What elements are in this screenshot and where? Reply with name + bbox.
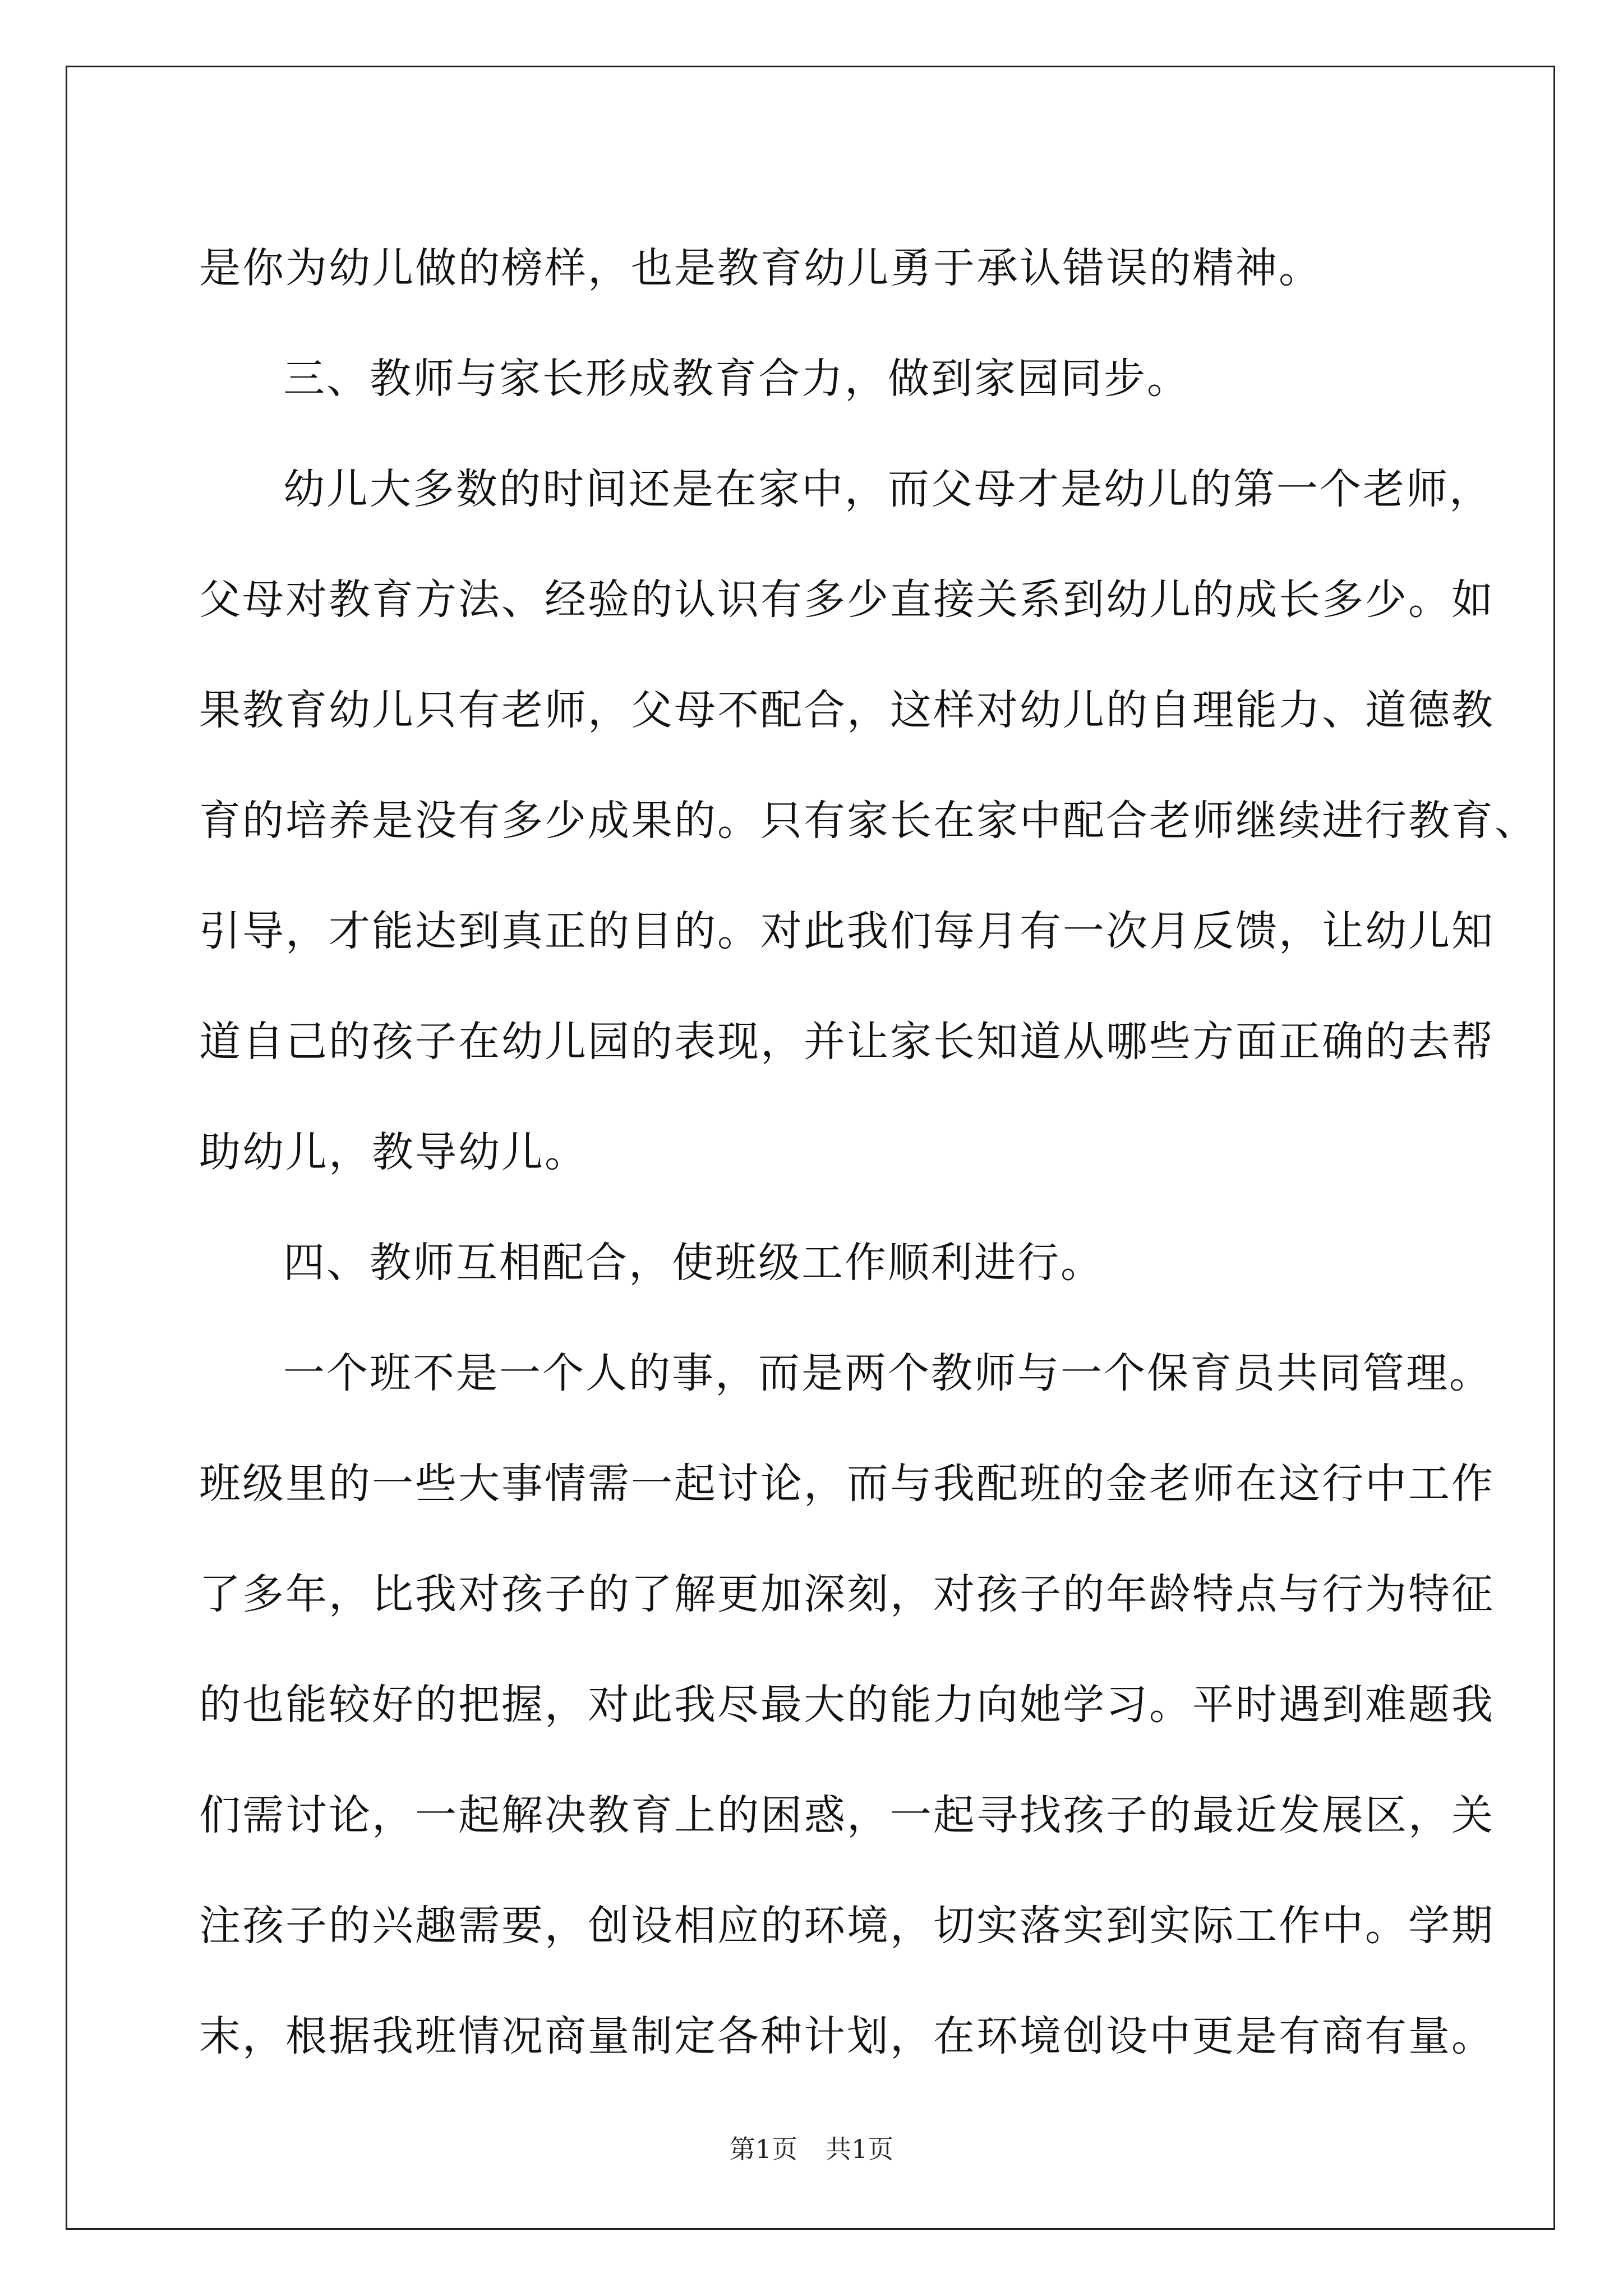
- body-text: [199, 213, 1538, 2092]
- page-number: 第1页: [729, 2134, 797, 2164]
- paragraph-line: 一个班不是一个人的事，而是两个教师与一个保育员共同管理。: [283, 1349, 1492, 1397]
- page-total: 共1页: [826, 2134, 894, 2164]
- paragraph-line: 幼儿大多数的时间还是在家中，而父母才是幼儿的第一个老师，: [283, 465, 1492, 513]
- section-heading-4: 四、教师互相配合，使班级工作顺利进行。: [283, 1239, 1104, 1287]
- page-footer: [0, 2129, 1623, 2166]
- paragraph-line: 引导，才能达到真正的目的。对此我们每月有一次月反馈，让幼儿知: [199, 907, 1495, 955]
- paragraph-line: 道自己的孩子在幼儿园的表现，并让家长知道从哪些方面正确的去帮: [199, 1018, 1495, 1066]
- paragraph-line: 了多年，比我对孩子的了解更加深刻，对孩子的年龄特点与行为特征: [199, 1570, 1495, 1618]
- paragraph-line: 果教育幼儿只有老师，父母不配合，这样对幼儿的自理能力、道德教: [199, 686, 1495, 734]
- paragraph-line: 父母对教育方法、经验的认识有多少直接关系到幼儿的成长多少。如: [199, 576, 1495, 624]
- section-heading-3: 三、教师与家长形成教育合力，做到家园同步。: [283, 355, 1190, 403]
- paragraph-line: 是你为幼儿做的榜样，也是教育幼儿勇于承认错误的精神。: [199, 244, 1322, 292]
- paragraph-line: 末，根据我班情况商量制定各种计划，在环境创设中更是有商有量。: [199, 2012, 1495, 2060]
- paragraph-line: 育的培养是没有多少成果的。只有家长在家中配合老师继续进行教育、: [199, 797, 1538, 845]
- paragraph-line: 的也能较好的把握，对此我尽最大的能力向她学习。平时遇到难题我: [199, 1681, 1495, 1729]
- paragraph-line: 助幼儿，教导幼儿。: [199, 1128, 588, 1176]
- paragraph-line: 注孩子的兴趣需要，创设相应的环境，切实落实到实际工作中。学期: [199, 1902, 1495, 1950]
- paragraph-line: 班级里的一些大事情需一起讨论，而与我配班的金老师在这行中工作: [199, 1460, 1495, 1508]
- paragraph-line: 们需讨论，一起解决教育上的困惑，一起寻找孩子的最近发展区，关: [199, 1791, 1495, 1839]
